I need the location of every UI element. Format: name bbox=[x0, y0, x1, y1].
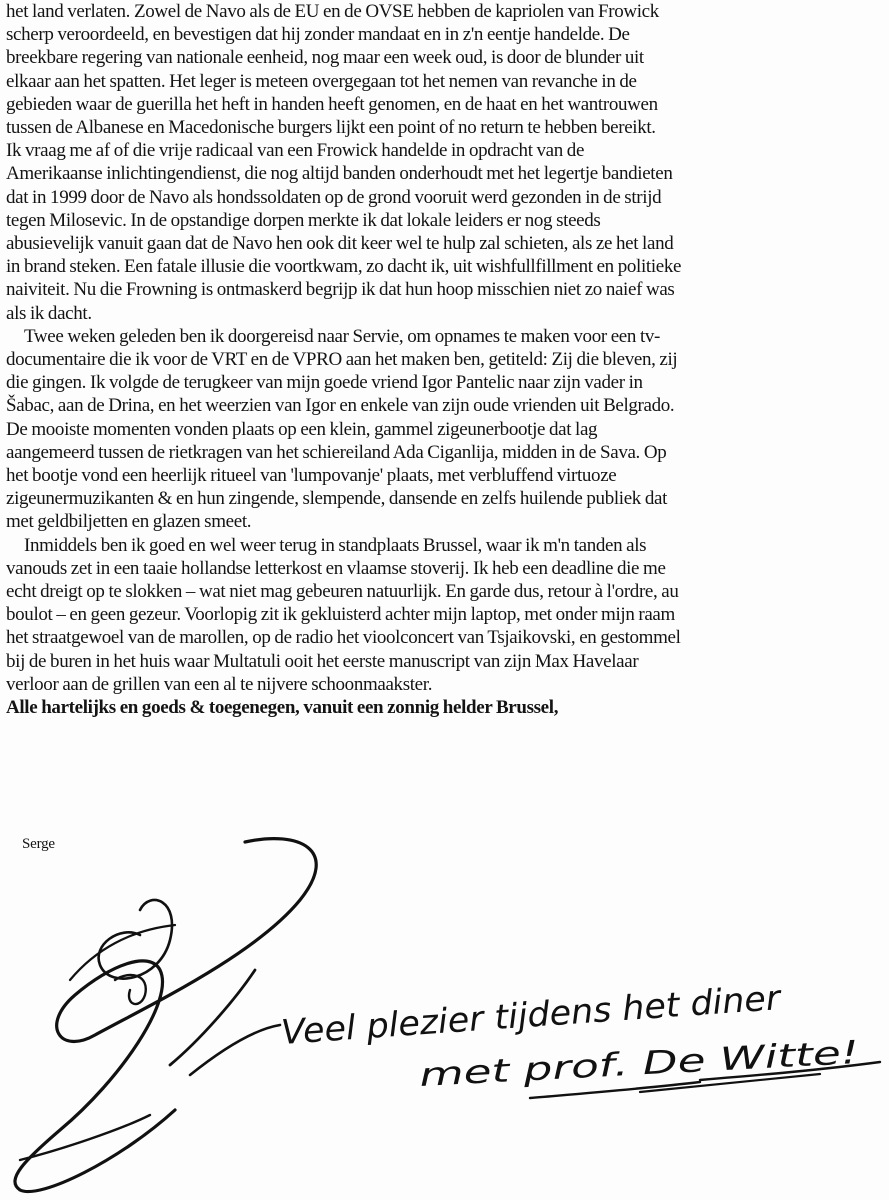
letter-line: dat in 1999 door de Navo als hondssoldaten op de grond vooruit werd gezonden in de strijd bbox=[6, 186, 662, 208]
letter-line: met geldbiljetten en glazen smeet. bbox=[6, 511, 252, 533]
letter-line: die gingen. Ik volgde de terugkeer van mijn goede vriend Igor Pantelic naar zijn vader in bbox=[6, 372, 643, 394]
letter-line: Ik vraag me af of die vrije radicaal van een Frowick handelde in opdracht van de bbox=[6, 140, 585, 162]
letter-line: bij de buren in het huis waar Multatuli ooit het eerste manuscript van zijn Max Havelaar bbox=[6, 650, 639, 672]
letter-line: aangemeerd tussen de rietkragen van het schiereiland Ada Ciganlija, midden in de Sava. Op bbox=[6, 441, 667, 463]
closing-line: Alle hartelijks en goeds & toegenegen, vanuit een zonnig helder Brussel, bbox=[6, 697, 559, 719]
letter-line: het land verlaten. Zowel de Navo als de EU en de OVSE hebben de kapriolen van Frowick bbox=[6, 1, 659, 22]
letter-line: echt dreigt op te slokken – wat niet mag gebeuren natuurlijk. En garde dus, retour à l'ordre, au bbox=[6, 581, 679, 603]
letter-line: breekbare regering van nationale eenheid, nog maar een week oud, is door de blunder uit bbox=[6, 47, 644, 69]
letter-line: documentaire die ik voor de VRT en de VPRO aan het maken ben, getiteld: Zij die bleven, zij bbox=[6, 349, 678, 371]
letter-line: De mooiste momenten vonden plaats op een klein, gammel zigeunerbootje dat lag bbox=[6, 418, 598, 440]
letter-line: elkaar aan het spatten. Het leger is meteen overgegaan tot het nemen van revanche in de bbox=[6, 70, 637, 92]
letter-line: abusievelijk vanuit gaan dat de Navo hen ook dit keer wel te hulp zal schieten, als ze het land bbox=[6, 233, 674, 255]
letter-line: scherp veroordeeld, en bevestigen dat hij zonder mandaat en in z'n eentje handelde. De bbox=[6, 24, 630, 46]
letter-body bbox=[6, 0, 882, 719]
handwritten-signature bbox=[0, 830, 889, 1200]
letter-line: zigeunermuzikanten & en hun zingende, slempende, dansende en zelfs huilende publiek dat bbox=[6, 488, 668, 510]
handwritten-note-line: Veel plezier tijdens het diner bbox=[279, 979, 769, 1053]
letter-line: boulot – en geen gezeur. Voorlopig zit ik gekluisterd achter mijn laptop, met onder mijn raam bbox=[6, 604, 675, 626]
letter-line: als ik dacht. bbox=[6, 302, 92, 324]
letter-line: Twee weken geleden ben ik doorgereisd naar Servie, om opnames te maken voor een tv- bbox=[24, 325, 661, 347]
letter-line: Amerikaanse inlichtingendienst, die nog altijd banden onderhoudt met het legertje bandieten bbox=[6, 163, 673, 185]
signoff-name: Serge bbox=[22, 836, 55, 852]
letter-line: het bootje vond een heerlijk ritueel van 'lumpovanje' plaats, met verbluffend virtuoze bbox=[6, 465, 617, 487]
letter-line: in brand steken. Een fatale illusie die voortkwam, zo dacht ik, uit wishfullfillment en politieke bbox=[6, 256, 682, 278]
letter-line: het straatgewoel van de marollen, op de radio het vioolconcert van Tsjaikovski, en gestommel bbox=[6, 627, 681, 649]
letter-line: naiviteit. Nu die Frowning is ontmaskerd begrijp ik dat hun hoop misschien niet zo naief was bbox=[6, 279, 675, 301]
letter-line: gebieden waar de guerilla het heft in handen heeft genomen, en de haat en het wantrouwen bbox=[6, 93, 658, 115]
letter-line: tegen Milosevic. In de opstandige dorpen merkte ik dat lokale leiders er nog steeds bbox=[6, 209, 601, 231]
letter-line: vanouds zet in een taaie hollandse letterkost en vlaamse stoverij. Ik heb een deadline die me bbox=[6, 557, 666, 579]
letter-line: tussen de Albanese en Macedonische burgers lijkt een point of no return te hebben bereikt. bbox=[6, 117, 656, 139]
letter-line: verloor aan de grillen van een al te nijvere schoonmaakster. bbox=[6, 673, 433, 695]
letter-line: Šabac, aan de Drina, en het weerzien van Igor en enkele van zijn oude vrienden uit Belgrado. bbox=[6, 395, 675, 417]
handwritten-note-line: met prof. De Witte! bbox=[418, 1039, 731, 1094]
letter-line: Inmiddels ben ik goed en wel weer terug in standplaats Brussel, waar ik m'n tanden als bbox=[24, 534, 647, 556]
